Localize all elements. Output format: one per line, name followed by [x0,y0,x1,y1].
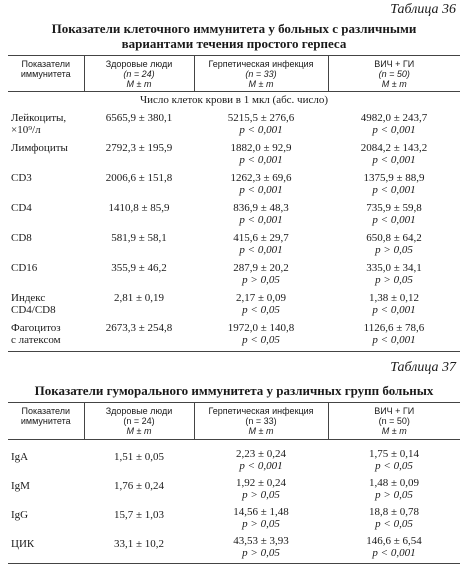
healthy-value: 1,51 ± 0,05 [113,450,165,463]
hiv-value: 650,8 ± 64,2 p > 0,05 [366,231,422,256]
table-row [8,112,460,142]
table-37-title: Показатели гуморального иммунитета у различных групп больных [34,383,434,398]
row-label: IgA [11,450,29,463]
herpes-value: 5215,5 ± 276,6 p < 0,001 [227,111,295,136]
herpes-value: 415,6 ± 29,7 p < 0,001 [233,231,289,256]
table-36 [8,55,460,352]
header-indicators: Показатели иммунитета [20,406,71,426]
herpes-value: 1,92 ± 0,24 p > 0,05 [235,476,287,501]
hiv-value: 735,9 ± 59,8 p < 0,001 [366,201,422,226]
row-label: IgG [11,508,29,521]
row-label: IgM [11,479,30,492]
herpes-value: 1262,3 ± 69,6 p < 0,001 [230,171,292,196]
row-label: Индекс CD4/CD8 [11,291,56,316]
healthy-value: 6565,9 ± 380,1 [105,111,173,124]
table-36-title-line-2: вариантами течения простого герпеса [121,36,347,51]
hiv-value: 1,48 ± 0,09 p > 0,05 [368,476,420,501]
healthy-value: 2792,3 ± 195,9 [105,141,173,154]
table-row [8,172,460,202]
row-label: ЦИК [11,537,35,550]
hiv-value: 1,38 ± 0,12 p < 0,001 [368,291,420,316]
table-37 [8,402,460,564]
subheader: Число клеток крови в 1 мкл (абс. число) [139,94,329,106]
healthy-value: 15,7 ± 1,03 [113,508,165,521]
herpes-value: 2,23 ± 0,24 p < 0,001 [235,447,287,472]
header-hiv: ВИЧ + ГИ (n = 50) M ± m [328,56,460,92]
table-37-header-row [8,403,460,440]
healthy-value: 2,81 ± 0,19 [113,291,165,304]
hiv-value: 1126,6 ± 78,6 p < 0,001 [363,321,425,346]
healthy-value: 33,1 ± 10,2 [113,537,165,550]
table-row [8,535,460,564]
table-37-number: Таблица 37 [390,360,456,375]
healthy-value: 1,76 ± 0,24 [113,479,165,492]
hiv-value: 18,8 ± 0,78 p < 0,05 [368,505,420,530]
table-row [8,202,460,232]
table-row [8,142,460,172]
table-row [8,292,460,322]
herpes-value: 43,53 ± 3,93 p > 0,05 [233,534,289,559]
header-herpes: Герпетическая инфекция (n = 33) M ± m [194,403,328,440]
table-row [8,322,460,352]
healthy-value: 2673,3 ± 254,8 [105,321,173,334]
herpes-value: 1882,0 ± 92,9 p < 0,001 [230,141,292,166]
row-label: CD3 [11,171,32,184]
table-row [8,448,460,477]
table-36-header-row [8,56,460,92]
table-36-title-line-1: Показатели клеточного иммунитета у больных с различными [51,21,417,36]
header-healthy: Здоровые люди (n = 24) M ± m [84,56,194,92]
healthy-value: 581,9 ± 58,1 [111,231,167,244]
header-hiv: ВИЧ + ГИ (n = 50) M ± m [328,403,460,440]
herpes-value: 836,9 ± 48,3 p < 0,001 [233,201,289,226]
table-36-subheader-row [8,92,460,112]
herpes-value: 1972,0 ± 140,8 p < 0,05 [227,321,295,346]
herpes-value: 287,9 ± 20,2 p > 0,05 [233,261,289,286]
row-label: Лимфоциты [11,141,68,154]
table-36-number: Таблица 36 [390,2,456,17]
header-indicators: Показатели иммунитета [20,59,71,79]
hiv-value: 1375,9 ± 88,9 p < 0,001 [363,171,425,196]
hiv-value: 146,6 ± 6,54 p < 0,001 [366,534,422,559]
row-label: CD16 [11,261,38,274]
row-label: Лейкоциты, ×10⁹/л [11,111,67,136]
row-label: CD4 [11,201,32,214]
herpes-value: 2,17 ± 0,09 p < 0,05 [235,291,287,316]
herpes-value: 14,56 ± 1,48 p > 0,05 [233,505,289,530]
header-healthy: Здоровые люди (n = 24) M ± m [84,403,194,440]
hiv-value: 335,0 ± 34,1 p > 0,05 [366,261,422,286]
row-label: Фагоцитоз с латексом [11,321,61,346]
table-row [8,262,460,292]
header-herpes: Герпетическая инфекция (n = 33) M ± m [194,56,328,92]
hiv-value: 1,75 ± 0,14 p < 0,05 [368,447,420,472]
healthy-value: 2006,6 ± 151,8 [105,171,173,184]
hiv-value: 4982,0 ± 243,7 p < 0,001 [360,111,428,136]
table-row [8,477,460,506]
healthy-value: 355,9 ± 46,2 [111,261,167,274]
healthy-value: 1410,8 ± 85,9 [108,201,170,214]
table-row [8,506,460,535]
hiv-value: 2084,2 ± 143,2 p < 0,001 [360,141,428,166]
table-row [8,232,460,262]
row-label: CD8 [11,231,32,244]
